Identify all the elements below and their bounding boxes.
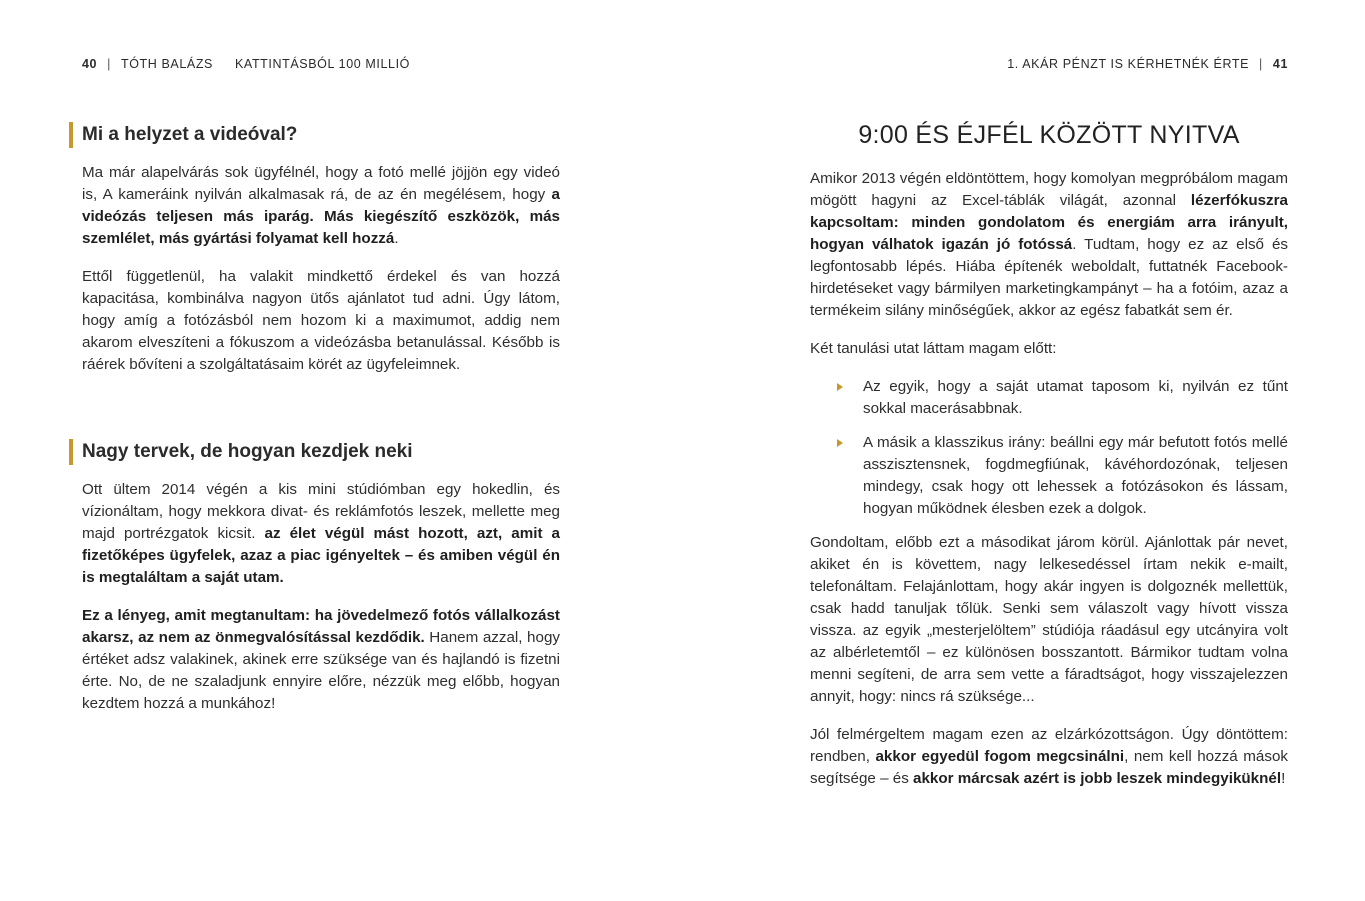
paragraph: Ettől függetlenül, ha valakit mindkettő érdekel és van hozzá kapacitása, kombinálva nagyon ütős ajánlatot tud adni. Úgy látom, hogy amíg a fotózásból nem hozom ki a maximumot, addig nem akarom elveszíteni a fókuszom a videózásba betanulással. Később is ráérek bővíteni a szolgáltatásaim körét az ügyfeleimnek. — [82, 268, 560, 373]
paragraph: Jól felmérgeltem magam ezen az elzárkózottságon. Úgy döntöttem: rendben, akkor egyedül fogom megcsinálni, nem kell hozzá mások segítsége – és akkor márcsak azért is jobb leszek mindegyiküknél! — [810, 726, 1288, 787]
left-text-column-2 — [82, 439, 560, 731]
bullet-arrow-icon — [837, 439, 843, 447]
header-separator: | — [1259, 57, 1263, 71]
section-heading-plans — [82, 439, 560, 465]
chapter-name: 1. AKÁR PÉNZT IS KÉRHETNÉK ÉRTE — [1007, 57, 1250, 71]
paragraph: Gondoltam, előbb ezt a másodikat járom körül. Ajánlottak pár nevet, akiket én is követtem, nagy lelkesedéssel írtam nekik e-mailt, telefonáltam. Felajánlottam, hogy akár ingyen is dolgoznék mellettük, csak hadd tanuljak tőlük. Senki sem válaszolt vagy hívott vissza vissza. az egyik „mesterjelöltem” stúdiója ráadásul egy utcányira volt az albérletemtől – ez különösen bosszantott. Bármikor tudtam volna menni segíteni, de arra sem vette a fáradtságot, hogy visszajelezzen annyit, hogy: nincs rá szüksége... — [810, 534, 1288, 705]
left-page — [0, 0, 682, 901]
list-item: Az egyik, hogy a saját utamat taposom ki, nyilván ez tűnt sokkal macerásabbnak. — [810, 376, 1288, 420]
page-number-right: 41 — [1272, 57, 1288, 71]
paragraph: Amikor 2013 végén eldöntöttem, hogy komolyan megpróbálom magam mögött hagyni az Excel-táblák világát, azonnal lézerfókuszra kapcsoltam: minden gondolatom és energiám arra irányult, hogyan válhatok igazán jó fotóssá. Tudtam, hogy ez az első és legfontosabb lépés. Hiába építenék weboldalt, futtatnék Facebook-hirdetéseket vagy bármilyen marketingkampányt – ha a fotóim, azaz a termékeim silány minőségűek, akkor az egész fabatkát sem ér. — [810, 170, 1288, 319]
heading-accent-bar — [69, 439, 73, 465]
chapter-title: 9:00 ÉS ÉJFÉL KÖZÖTT NYITVA — [858, 121, 1240, 149]
running-header-left — [82, 57, 410, 71]
paragraph: Ma már alapelvárás sok ügyfélnél, hogy a fotó mellé jöjjön egy videó is, A kameráink nyilván alkalmasak rá, de az én megélésem, hogy a videózás teljesen más iparág. Más kiegészítő eszközök, más szemlélet, más gyártási folyamat kell hozzá. — [82, 164, 560, 247]
list-item: A másik a klasszikus irány: beállni egy már befutott fotós mellé asszisztensnek, fogdmegfiúnak, kávéhordozónak, teljesen mindegy, csak hogy ott lehessek a fotózásokon és lássam, hogyan működnek élesben ezek a dolgok. — [810, 432, 1288, 520]
paragraph: Ez a lényeg, amit megtanultam: ha jövedelmező fotós vállalkozást akarsz, az nem az önmegvalósítással kezdődik. Hanem azzal, hogy értéket adsz valakinek, akinek erre szüksége van és hajlandó is fizetni érte. No, de ne szaladjunk ennyire előre, nézzük meg előbb, hogyan kezdtem hozzá a munkához! — [82, 607, 560, 712]
paragraph: Ott ültem 2014 végén a kis mini stúdiómban egy hokedlin, és vízionáltam, hogy mekkora divat- és reklámfotós leszek, mellette meg majd portrézgatok kicsit. az élet végül mást hozott, azt, amit a fizetőképes ügyfelek, azaz a piac igényeltek – és amiben végül én is megtaláltam a saját utam. — [82, 481, 561, 586]
heading-accent-bar — [69, 122, 73, 148]
left-text-column — [82, 122, 560, 392]
bullet-list — [810, 376, 1288, 520]
section-heading-text: Mi a helyzet a videóval? — [82, 124, 298, 145]
right-text-column — [810, 168, 1288, 806]
bullet-arrow-icon — [837, 383, 843, 391]
right-page — [682, 0, 1365, 901]
paragraph: Két tanulási utat láttam magam előtt: — [810, 340, 1057, 357]
header-separator: | — [107, 57, 111, 71]
book-title: KATTINTÁSBÓL 100 MILLIÓ — [235, 57, 410, 71]
section-heading-text: Nagy tervek, de hogyan kezdjek neki — [82, 441, 413, 462]
running-header-right — [1007, 57, 1288, 71]
section-heading-video — [82, 122, 560, 148]
page-number-left: 40 — [82, 57, 98, 71]
author-name: TÓTH BALÁZS — [120, 57, 213, 71]
